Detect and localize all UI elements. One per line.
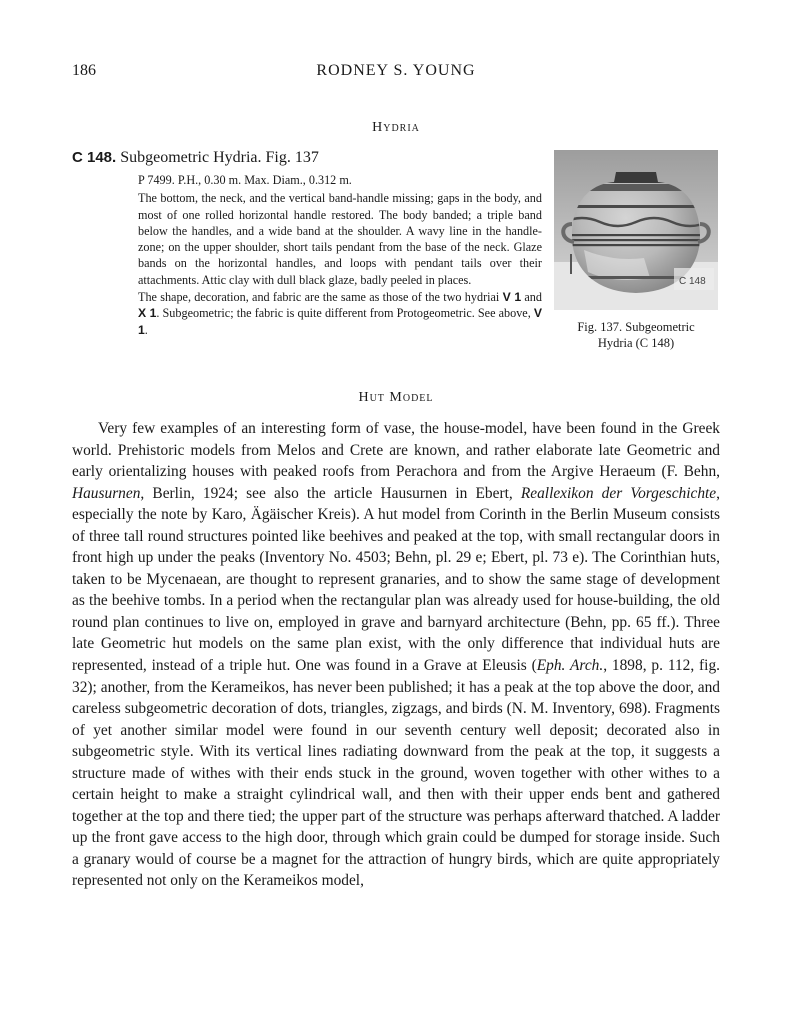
figure-137 <box>554 150 718 351</box>
section-heading-hut-model: Hut Model <box>358 390 434 405</box>
italic-title: Hausurnen <box>72 484 141 502</box>
entry-meta: P 7499. P.H., 0.30 m. Max. Diam., 0.312 m. <box>138 173 352 187</box>
running-title: RODNEY S. YOUNG <box>316 62 476 79</box>
catalogue-ref: V 1 <box>502 290 522 305</box>
running-head <box>72 62 720 84</box>
page-number: 186 <box>72 62 96 79</box>
body-span: Very few examples of an interesting form of vase, the house-model, have been found in the Greek world. Prehistoric models from Melos and Crete are known, and rather elaborate late Geometric and early orientalizing houses with peaked roofs from Perachora and from the Argive Heraeum (F. Behn, <box>72 420 720 481</box>
hydria-photo <box>554 150 718 310</box>
entry-body <box>138 172 542 338</box>
photo-label: C 148 <box>679 276 706 287</box>
entry-heading <box>72 148 542 168</box>
caption-line: Fig. 137. Subgeometric <box>577 320 695 334</box>
entry-id: C 148. <box>72 149 117 166</box>
italic-title: Eph. Arch. <box>536 657 604 675</box>
italic-title: Reallexikon der Vorgeschichte <box>520 484 717 502</box>
body-paragraph <box>72 418 720 892</box>
body-span: , Berlin, 1924; see also the article Hausurnen in Ebert, <box>140 484 521 502</box>
catalogue-ref: V 1 <box>138 306 542 337</box>
entry-description: The bottom, the neck, and the vertical band-handle missing; gaps in the body, and most of one rolled horizontal handle restored. The body banded; a triple band below the handles, and a wide band at the shoulder. A wavy line in the handle-zone; on the upper shoulder, short tails pendant from the base of the neck. Glaze bands on the horizontal handles, and loops with pendant tails over their attachments. Attic clay with dull black glaze, badly peeled in places. <box>138 191 542 287</box>
comparison-text: . Subgeometric; the fabric is quite different from Protogeometric. See above, <box>156 306 534 321</box>
entry-comparison <box>138 289 542 338</box>
section-heading-hydria: Hydria <box>372 120 420 135</box>
body-span: , especially the note by Karo, Ägäischer Kreis). A hut model from Corinth in the Berlin Museum consists of three tall round structures pointed like beehives and peaked at the top, with small rectangular doors in front high up under the peaks (Inventory No. 4503; Behn, pl. 29 e; Ebert, pl. 73 e). The Corinthian huts, taken to be Mycenaean, are thought to represent granaries, and to show the same stage of development as the beehive tombs. In a period when the rectangular plan was already used for house-building, the old round plan continues to live on, employed in grave and barnyard architecture (Behn, pp. 65 ff.). Three late Geometric hut models on the same plan exist, with the only difference that individual huts are represented, instead of a triple hut. One was found in a Grave at Eleusis ( <box>72 484 720 675</box>
caption-line: Hydria (C 148) <box>597 336 675 350</box>
comparison-text: The shape, decoration, and fabric are the same as those of the two hydriai <box>138 290 503 305</box>
catalogue-ref: X 1 <box>138 306 157 321</box>
figure-caption <box>551 319 721 351</box>
body-text <box>72 418 720 892</box>
body-span: , 1898, p. 112, fig. 32); another, from the Kerameikos, has never been published; it has a peak at the top above the door, and careless subgeometric decoration of dots, triangles, zigzags, and birds (N. M. Inventory, 698). Fragments of yet another similar model were found in our seventh century well deposit; decorated also in subgeometric style. With its vertical lines radiating downward from the peak at the top, it suggests a structure made of withes with their ends stuck in the ground, woven together with other withes to a certain height to make a straight cylindrical wall, and then with their upper ends bent and gathered together at the top and there tied; the upper part of the structure was perhaps afterward thatched. A ladder up the front gave access to the high door, through which grain could be dumped for storage inside. Such a granary would of course be a magnet for the attraction of hungry birds, which are quite appropriately represented not only on the Kerameikos model, <box>72 657 721 890</box>
comparison-text: . <box>144 322 148 337</box>
catalogue-entry <box>72 148 542 338</box>
comparison-text: and <box>521 290 542 305</box>
entry-title: Subgeometric Hydria. Fig. 137 <box>120 149 319 166</box>
